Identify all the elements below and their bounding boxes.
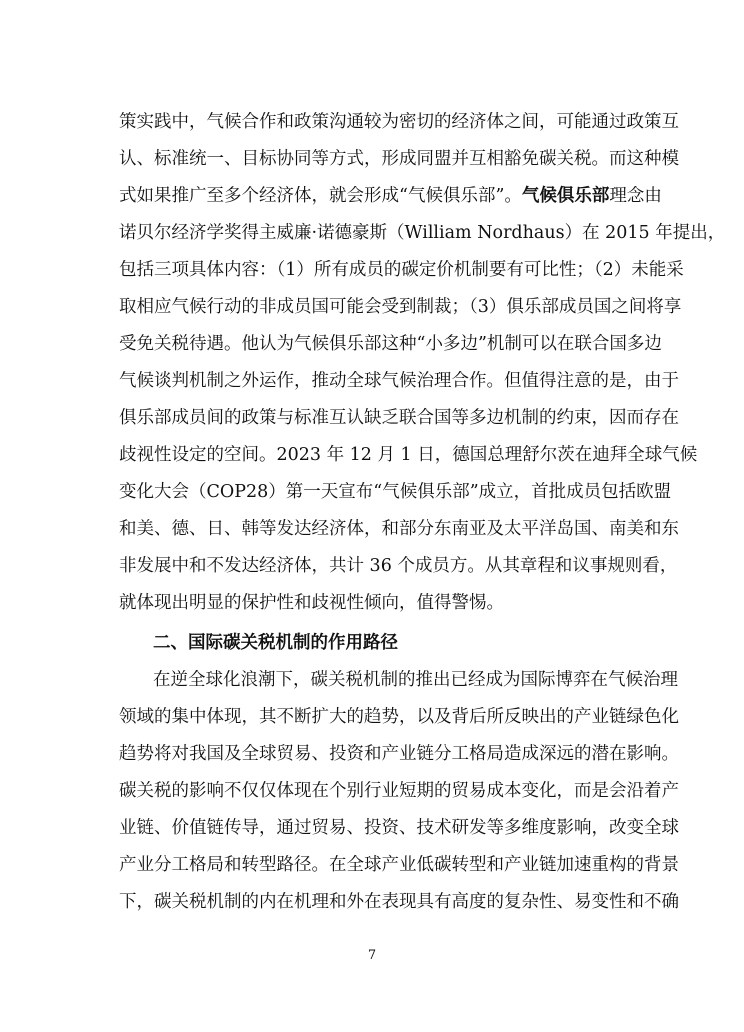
paragraph-line: 受免关税待遇。他认为气候俱乐部这种“小多边”机制可以在联合国多边 [119,334,662,354]
page-number: 7 [367,948,377,963]
paragraph-line: 认、标准统一、目标协同等方式，形成同盟并互相豁免碳关税。而这种模 [119,149,679,169]
paragraph-line: 产业分工格局和转型路径。在全球产业低碳转型和产业链加速重构的背景 [119,855,679,875]
paragraph-line: 和美、德、日、韩等发达经济体，和部分东南亚及太平洋岛国、南美和东 [119,519,679,539]
paragraph-line: 包括三项具体内容：（1）所有成员的碳定价机制要有可比性；（2）未能采 [119,260,684,280]
paragraph-line: 在逆全球化浪潮下，碳关税机制的推出已经成为国际博弈在气候治理 [153,670,678,690]
paragraph-line: 歧视性设定的空间。2023 年 12 月 1 日，德国总理舒尔茨在迪拜全球气候 [119,445,698,465]
term-climate-club: 气候俱乐部 [521,186,610,206]
paragraph-line: 就体现出明显的保护性和歧视性倾向，值得警惕。 [119,593,504,613]
paragraph-line: 策实践中，气候合作和政策沟通较为密切的经济体之间，可能通过政策互 [119,112,679,132]
paragraph-line: 俱乐部成员间的政策与标准互认缺乏联合国等多边机制的约束，因而存在 [119,408,679,428]
section-heading: 二、国际碳关税机制的作用路径 [153,633,398,653]
paragraph-line: 变化大会（COP28）第一天宣布“气候俱乐部”成立，首批成员包括欧盟 [119,482,672,502]
paragraph-text: 理念由 [609,186,662,206]
paragraph-line: 气候谈判机制之外运作，推动全球气候治理合作。但值得注意的是，由于 [119,371,679,391]
paragraph-text: 式如果推广至多个经济体，就会形成“气候俱乐部”。 [119,186,522,206]
paragraph-line: 业链、价值链传导，通过贸易、投资、技术研发等多维度影响，改变全球 [119,818,679,838]
paragraph-line: 非发展中和不发达经济体，共计 36 个成员方。从其章程和议事规则看， [119,556,678,576]
paragraph-line: 领域的集中体现，其不断扩大的趋势，以及背后所反映出的产业链绿色化 [119,707,679,727]
paragraph-line-with-term [119,182,662,210]
paragraph-line: 碳关税的影响不仅仅体现在个别行业短期的贸易成本变化，而是会沿着产 [119,781,679,801]
paragraph-line: 诺贝尔经济学奖得主威廉·诺德豪斯（William Nordhaus）在 2015 年提出， [119,223,726,243]
paragraph-line: 趋势将对我国及全球贸易、投资和产业链分工格局造成深远的潜在影响。 [119,744,679,764]
paragraph-line: 下，碳关税机制的内在机理和外在表现具有高度的复杂性、易变性和不确 [119,892,679,912]
paragraph-line: 取相应气候行动的非成员国可能会受到制裁；（3）俱乐部成员国之间将享 [119,297,682,317]
